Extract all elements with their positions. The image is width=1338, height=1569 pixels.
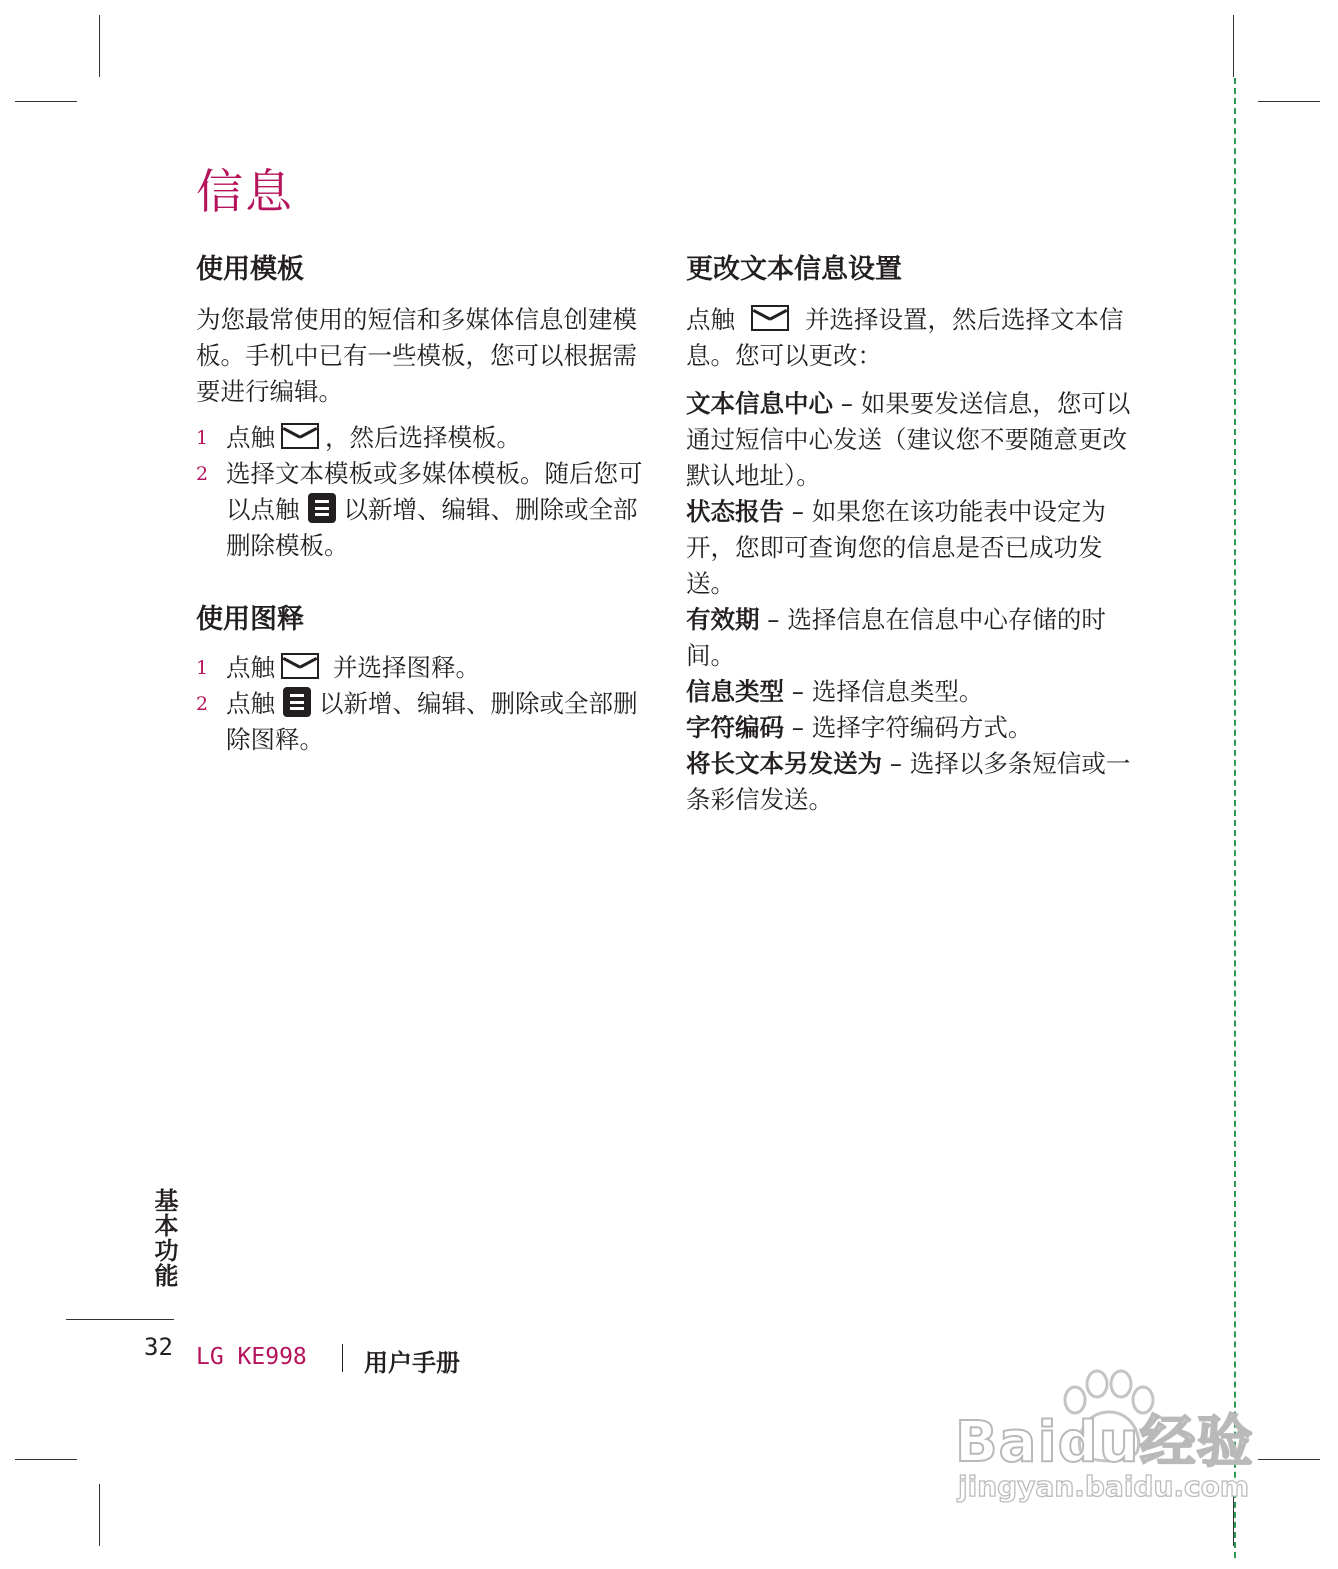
setting-item (686, 746, 1146, 818)
crop-mark (1233, 15, 1234, 77)
setting-desc: – 选择字符编码方式。 (791, 713, 1033, 742)
step-number: 1 (196, 427, 209, 449)
setting-term: 有效期 (686, 605, 760, 634)
watermark-brand: Baidu经验 (955, 1410, 1254, 1475)
crop-mark (1258, 101, 1320, 102)
intro-text: 点触 (686, 305, 735, 334)
step-text: 并选择图释。 (333, 653, 480, 682)
setting-term: 信息类型 (686, 677, 784, 706)
envelope-icon (281, 423, 319, 449)
setting-item (686, 602, 1146, 674)
section-heading: 更改文本信息设置 (686, 254, 902, 285)
step-text: ，然后选择模板。 (325, 423, 521, 452)
chapter-side-label: 基本功能 (150, 1188, 178, 1288)
page-number: 32 (144, 1333, 173, 1361)
crop-mark (15, 101, 77, 102)
crop-mark (15, 1459, 77, 1460)
list-item (196, 420, 656, 456)
step-number: 1 (196, 657, 209, 679)
footer-manual: 用户手册 (364, 1349, 460, 1377)
setting-term: 状态报告 (686, 497, 784, 526)
steps-list (196, 650, 656, 758)
menu-icon (283, 687, 311, 717)
left-column (196, 250, 656, 758)
setting-item (686, 674, 1146, 710)
setting-desc: – 如果您在该功能表中设定为开，您即可查询您的信息是否已成功发送。 (686, 497, 1106, 598)
setting-desc: – 选择信息类型。 (791, 677, 984, 706)
setting-term: 将长文本另发送为 (686, 749, 882, 778)
envelope-icon (281, 653, 319, 679)
section-heading: 使用图释 (196, 604, 304, 635)
crop-mark (99, 15, 100, 77)
step-text: 以新增、编辑、删除或全部删除模板。 (226, 495, 638, 560)
section-templates (196, 250, 656, 564)
fold-line (1234, 78, 1236, 1558)
steps-list (196, 420, 656, 564)
page-title: 信息 (196, 165, 294, 220)
setting-desc: – 选择以多条短信或一条彩信发送。 (686, 749, 1131, 814)
step-text: 以新增、编辑、删除或全部删除图释。 (226, 689, 638, 754)
watermark-url: jingyan.baidu.com (958, 1470, 1250, 1503)
envelope-icon (751, 305, 789, 331)
section-heading: 使用模板 (196, 254, 304, 285)
section-emoticons (196, 600, 656, 758)
list-item (196, 650, 656, 686)
setting-desc: – 如果要发送信息，您可以通过短信中心发送（建议您不要随意更改默认地址）。 (686, 389, 1131, 490)
section-intro: 为您最常使用的短信和多媒体信息创建模板。手机中已有一些模板，您可以根据需要进行编辑。 (196, 305, 637, 406)
step-text: 点触 (226, 653, 275, 682)
step-text: 点触 (226, 689, 275, 718)
setting-item (686, 386, 1146, 494)
setting-item (686, 494, 1146, 602)
setting-desc: – 选择信息在信息中心存储的时间。 (686, 605, 1106, 670)
step-number: 2 (196, 463, 209, 485)
list-item (196, 686, 656, 758)
intro-text: 并选择设置，然后选择文本信息。您可以更改： (686, 305, 1124, 370)
footer-rule (66, 1319, 174, 1320)
step-number: 2 (196, 693, 209, 715)
section-intro (686, 302, 1146, 374)
setting-term: 字符编码 (686, 713, 784, 742)
list-item (196, 456, 656, 564)
menu-icon (308, 493, 336, 523)
step-text: 点触 (226, 423, 275, 452)
footer-separator (342, 1344, 343, 1372)
setting-term: 文本信息中心 (686, 389, 833, 418)
setting-item (686, 710, 1146, 746)
crop-mark (1258, 1459, 1320, 1460)
right-column (686, 250, 1146, 818)
footer-model: LG KE998 (196, 1344, 307, 1370)
crop-mark (99, 1484, 100, 1546)
step-text: 选择文本模板或多媒体模板。随后您可以点触 (226, 459, 643, 524)
